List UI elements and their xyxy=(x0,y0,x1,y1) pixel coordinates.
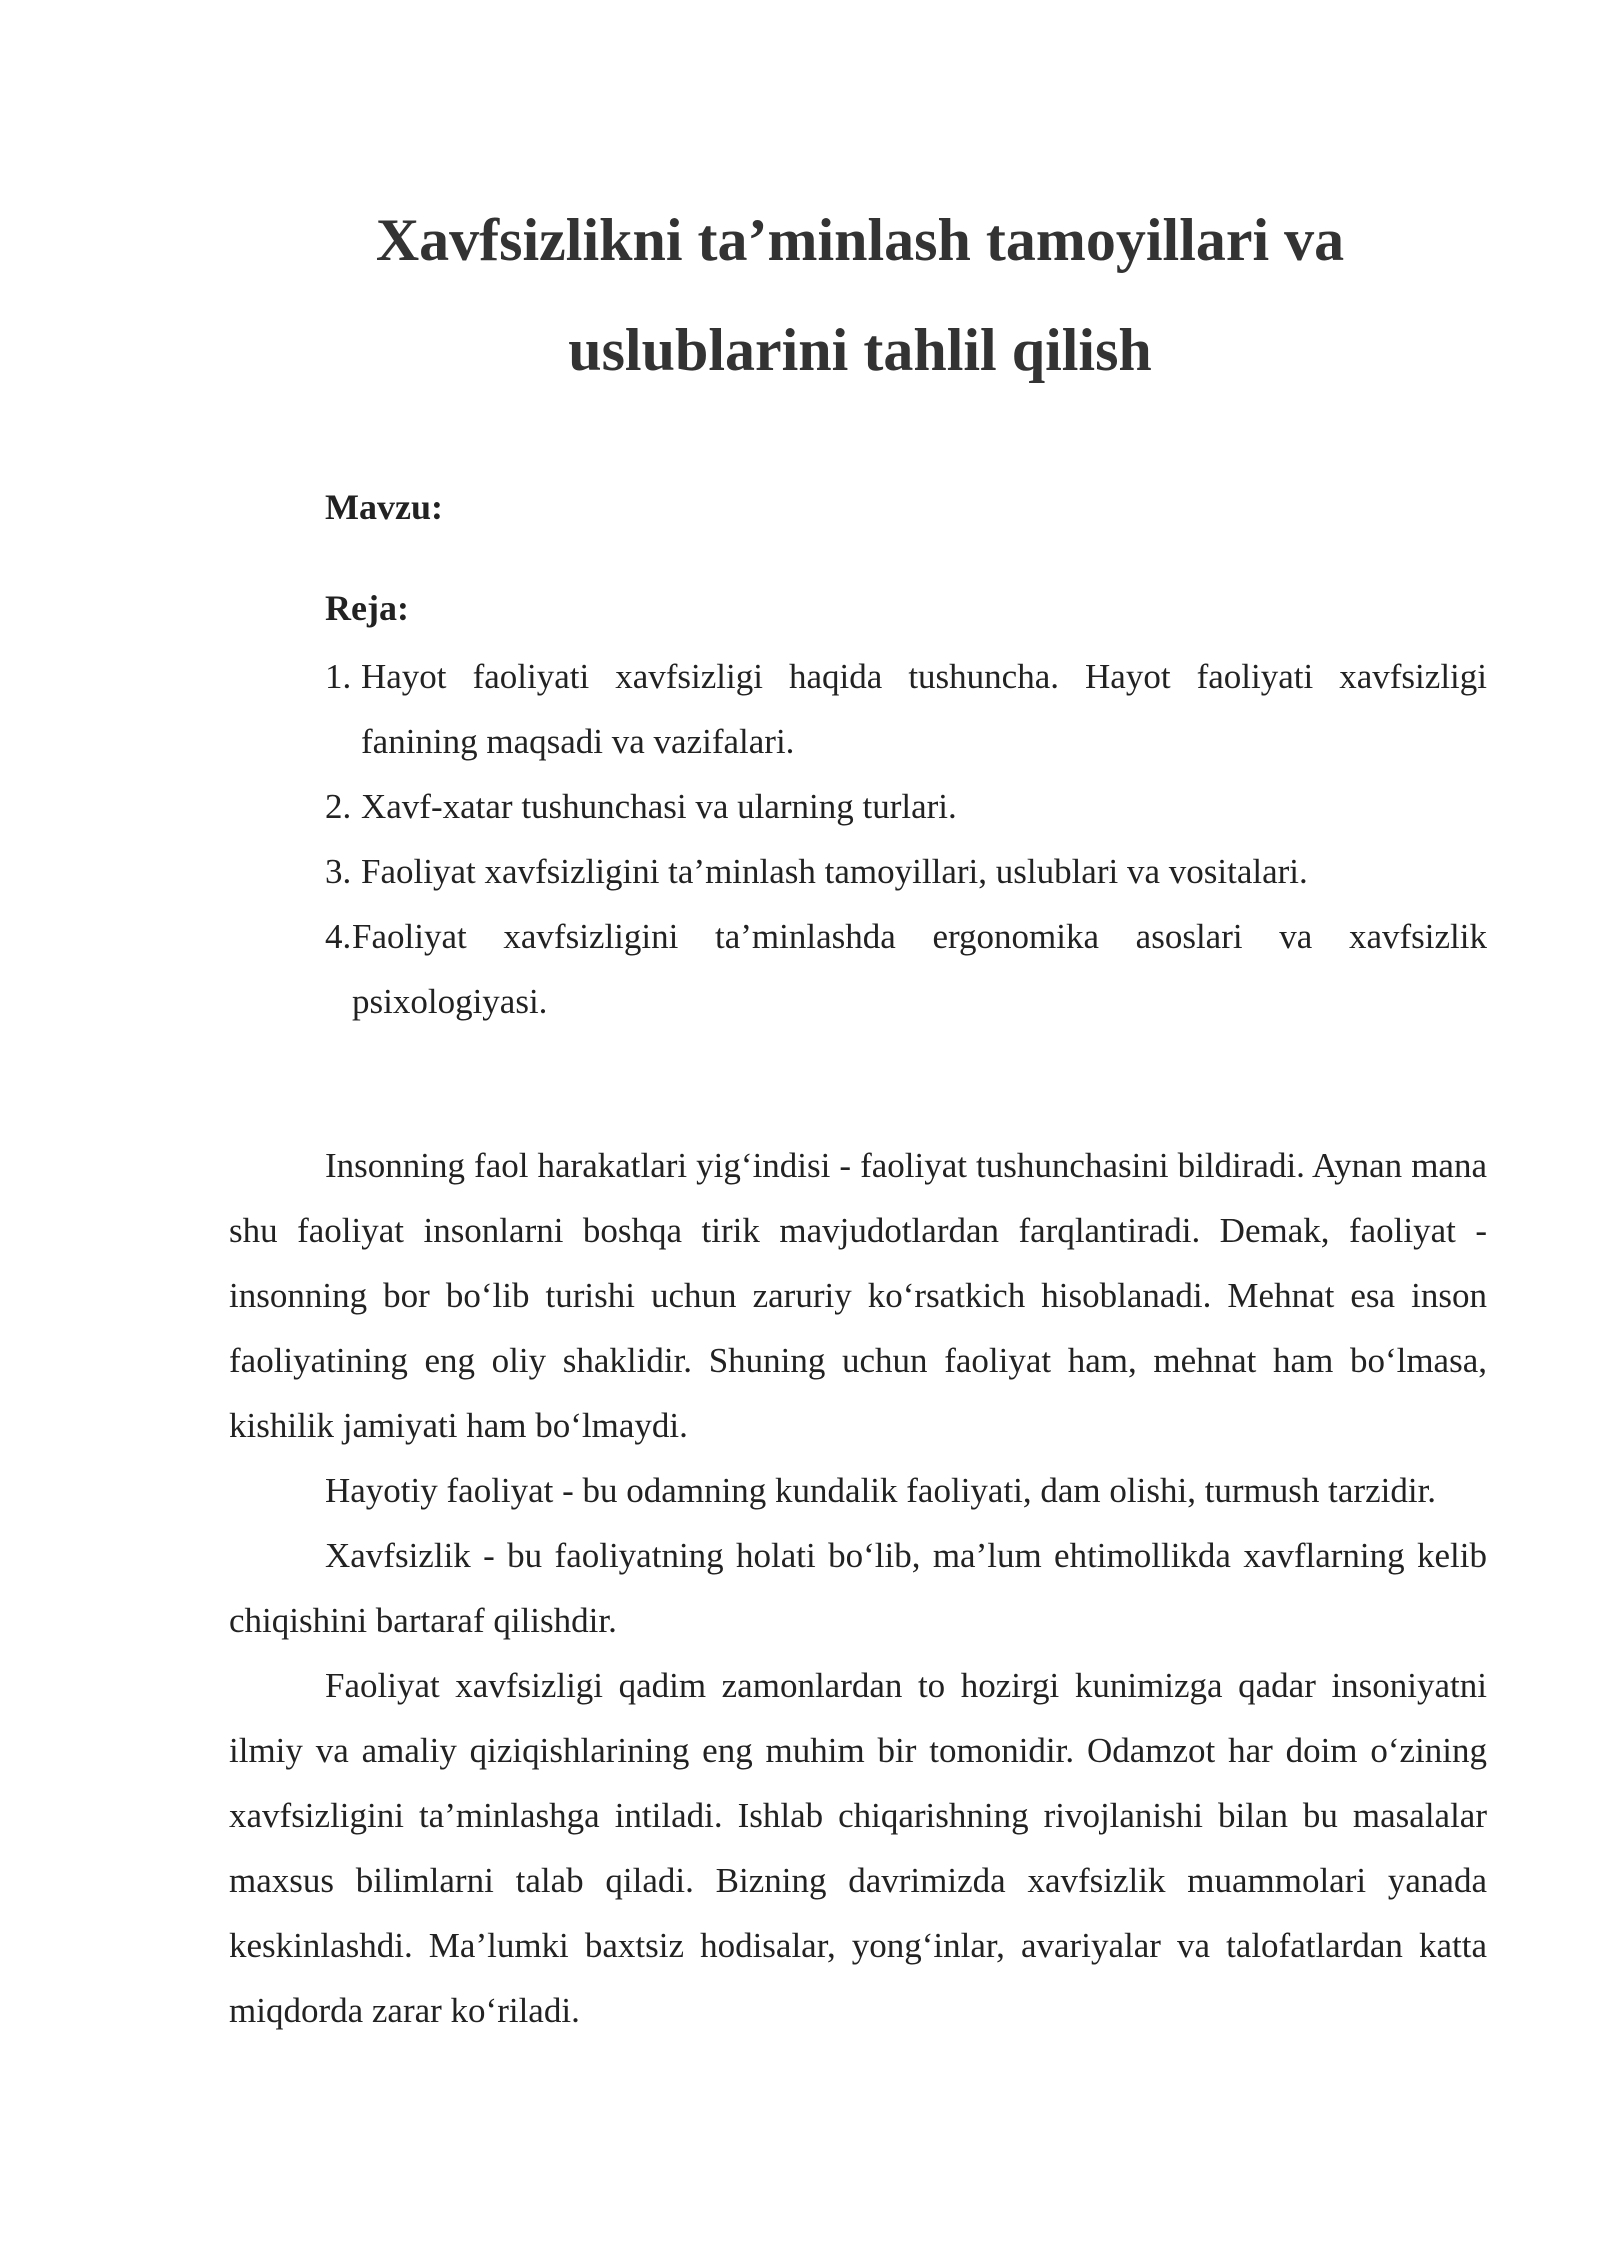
document-title: Xavfsizlikni ta’minlash tamoyillari va uslublarini tahlil qilish xyxy=(375,207,1345,383)
plan-item xyxy=(325,774,1487,839)
plan-item-text: Faoliyat xavfsizligini ta’minlash tamoyillari, uslublari va vositalari. xyxy=(361,852,1308,891)
plan-list xyxy=(325,644,1487,1034)
body-paragraph: Xavfsizlik - bu faoliyatning holati bo‘lib, ma’lum ehtimollikda xavflarning kelib chiqishini bartaraf qilishdir. xyxy=(229,1536,1487,1640)
body-paragraph: Hayotiy faoliyat - bu odamning kundalik faoliyati, dam olishi, turmush tarzidir. xyxy=(325,1471,1437,1510)
reja-label: Reja: xyxy=(325,588,409,628)
plan-item-text: Faoliyat xavfsizligini ta’minlashda ergonomika asoslari va xavfsizlik psixologiyasi. xyxy=(352,917,1487,1021)
body-paragraph: Faoliyat xavfsizligi qadim zamonlardan to hozirgi kunimizga qadar insoniyatni ilmiy va amaliy qiziqishlarining eng muhim bir tomonidir. Odamzot har doim o‘zining xavfsizligini ta’minlashga intiladi. Ishlab chiqarishning rivojlanishi bilan bu masalalar maxsus bilimlarni talab qiladi. Bizning davrimizda xavfsizlik muammolari yanada keskinlashdi. Ma’lumki baxtsiz hodisalar, yong‘inlar, avariyalar va talofatlardan katta miqdorda zarar ko‘riladi. xyxy=(229,1666,1487,2030)
plan-item-number: 1. xyxy=(325,657,352,696)
plan-item-text: Hayot faoliyati xavfsizligi haqida tushuncha. Hayot faoliyati xavfsizligi fanining maqsadi va vazifalari. xyxy=(361,657,1487,761)
plan-item-text: Xavf-xatar tushunchasi va ularning turlari. xyxy=(361,787,957,826)
plan-item-number: 4. xyxy=(325,917,352,956)
plan-item-number: 3. xyxy=(325,852,352,891)
body-text xyxy=(229,1133,1487,2043)
plan-item-number: 2. xyxy=(325,787,352,826)
mavzu-label: Mavzu: xyxy=(325,487,443,527)
plan-item xyxy=(325,839,1487,904)
plan-item xyxy=(325,904,1487,1034)
body-paragraph: Insonning faol harakatlari yig‘indisi - faoliyat tushunchasini bildiradi. Aynan mana shu faoliyat insonlarni boshqa tirik mavjudotlardan farqlantiradi. Demak, faoliyat - insonning bor bo‘lib turishi uchun zaruriy ko‘rsatkich hisoblanadi. Mehnat esa inson faoliyatining eng oliy shaklidir. Shuning uchun faoliyat ham, mehnat ham bo‘lmasa, kishilik jamiyati ham bo‘lmaydi. xyxy=(229,1146,1487,1445)
plan-item xyxy=(325,644,1487,774)
